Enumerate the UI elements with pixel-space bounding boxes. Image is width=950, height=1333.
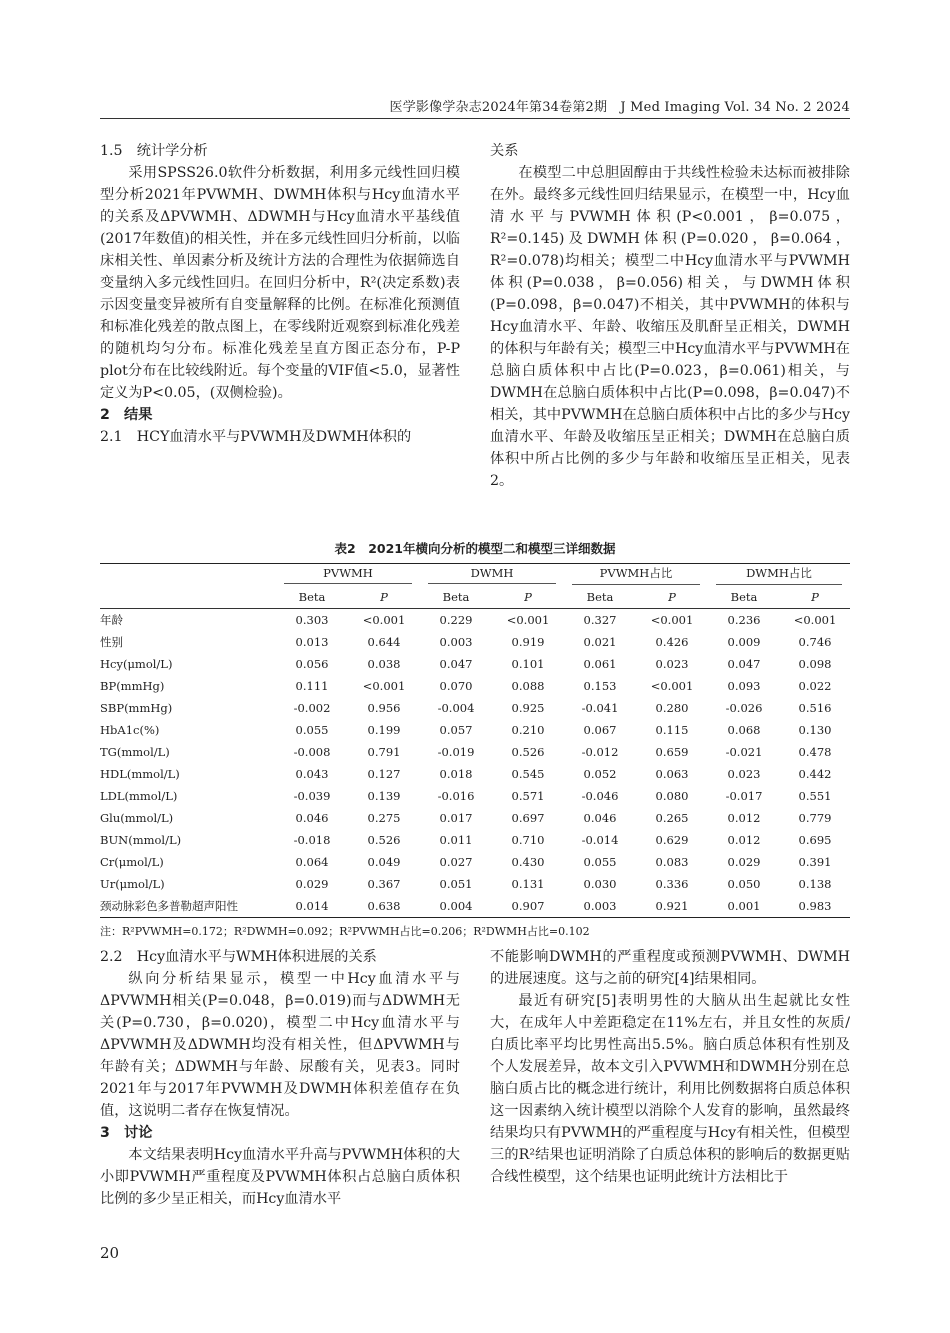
table-cell: -0.046 [581,789,619,803]
table-cell: -0.019 [437,745,475,759]
table-cell: 0.478 [798,745,832,759]
table-cell: -0.008 [293,745,331,759]
table-cell: 0.983 [780,895,850,918]
section-1-5-heading: 1.5 统计学分析 [100,143,208,159]
table-cell: 0.327 [583,613,617,627]
table-cell: 0.004 [420,895,492,918]
table-cell: -0.026 [725,701,763,715]
group-header: DWMH占比 [708,564,850,587]
table-cell: 0.003 [564,895,636,918]
table-cell: 0.067 [583,723,617,737]
paragraph-discussion-2: 最近有研究[5]表明男性的大脑从出生起就比女性大，在成年人中差距稳定在11%左右，并且女性的灰质/白质比率平均比男性高出5.5%。脑白质总体积有性别及个人发展差异，故本文引入PVWMH和DWMH分别在总脑白质占比的概念进行统计，利用比例数据将白质总体积这一因素纳入统计模型以消除个人发育的影响，虽然最终结果均只有PVWMH的严重程度与Hcy有相关性，但模型三的R²结果也证明消除了白质总体积的影响后的数据更贴合线性模型，这个结果也证明此统计方法相比于 [490,993,850,1185]
table-cell: <0.001 [506,613,550,627]
subheader: Beta [564,586,636,609]
table-cell: 0.057 [439,723,473,737]
table-cell: 0.275 [367,811,401,825]
table-cell: 0.063 [655,767,689,781]
table-cell: 0.083 [655,855,689,869]
row-label: LDL(mmol/L) [100,789,178,803]
table-cell: 0.638 [348,895,420,918]
table-cell: 0.697 [511,811,545,825]
table-row [100,763,850,785]
table-cell: 0.516 [798,701,832,715]
results-table [100,563,850,918]
table-cell: 0.131 [511,877,545,891]
table-cell: -0.041 [581,701,619,715]
table-note: 注：R²PVWMH=0.172；R²DWMH=0.092；R²PVWMH占比=0.206；R²DWMH占比=0.102 [100,925,590,938]
subheader: P [492,586,564,609]
paragraph-results-2-1: 在模型二中总胆固醇由于共线性检验未达标而被排除在外。最终多元线性回归结果显示，在模型一中，Hcy血清水平与PVWMH体积(P<0.001，β=0.075，R²=0.145)及DWMH体积(P=0.020，β=0.064，R²=0.078)均相关；模型二中Hcy血清水平与PVWMH体积(P=0.038，β=0.056)相关，与DWMH体积(P=0.098，β=0.047)不相关，其中PVWMH的体积与Hcy血清水平、年龄、收缩压及肌酐呈正相关，DWMH的体积与年龄有关；模型三中Hcy血清水平与PVWMH在总脑白质体积中占比(P=0.023，β=0.061)相关，与DWMH在总脑白质体积中占比(P=0.098，β=0.047)不相关，其中PVWMH在总脑白质体积中占比的多少与Hcy血清水平、年龄及收缩压呈正相关；DWMH在总脑白质体积中所占比例的多少与年龄和收缩压呈正相关，见表2。 [490,165,850,489]
section-2-2-heading: 2.2 Hcy血清水平与WMH体积进展的关系 [100,949,377,965]
right-column-bottom [490,946,850,1188]
table-row [100,895,850,918]
subheader: P [348,586,420,609]
table-cell: 0.919 [511,635,545,649]
table-cell: 0.571 [511,789,545,803]
table-cell: 0.013 [295,635,329,649]
table-cell: 0.391 [798,855,832,869]
table-cell: 0.056 [295,657,329,671]
table-cell: 0.925 [511,701,545,715]
table-cell: -0.017 [725,789,763,803]
table-row [100,829,850,851]
table-cell: -0.016 [437,789,475,803]
table-cell: 0.101 [511,657,545,671]
table-cell: 0.030 [583,877,617,891]
group-header: DWMH [420,564,564,587]
paragraph-discussion-cont: 不能影响DWMH的严重程度或预测PVWMH、DWMH的进展速度。这与之前的研究[4]结果相同。 [490,949,850,987]
table-cell: 0.791 [367,745,401,759]
table-cell: 0.111 [295,679,329,693]
table-cell: 0.001 [708,895,780,918]
row-label: 年龄 [100,613,123,627]
table-body [100,609,850,918]
table-cell: 0.029 [727,855,761,869]
row-label: HbA1c(%) [100,723,160,737]
table-cell: 0.526 [511,745,545,759]
section-3-heading: 3 讨论 [100,1125,153,1141]
paragraph-discussion-1: 本文结果表明Hcy血清水平升高与PVWMH体积的大小即PVWMH严重程度及PVWMH体积占总脑白质体积比例的多少呈正相关，而Hcy血清水平 [100,1147,460,1207]
table-cell: 0.430 [511,855,545,869]
table-cell: 0.545 [511,767,545,781]
table-row [100,653,850,675]
table-cell: 0.055 [295,723,329,737]
row-label: TG(mmol/L) [100,745,170,759]
section-2-heading: 2 结果 [100,407,153,423]
table-cell: 0.064 [295,855,329,869]
table-cell: 0.659 [655,745,689,759]
table-cell: 0.014 [276,895,348,918]
table-cell: 0.115 [655,723,689,737]
table-cell: 0.710 [511,833,545,847]
table-cell: 0.051 [439,877,473,891]
table-cell: 0.551 [798,789,832,803]
table-cell: 0.229 [439,613,473,627]
table-cell: 0.080 [655,789,689,803]
subheader: Beta [708,586,780,609]
table-cell: -0.004 [437,701,475,715]
table-cell: -0.018 [293,833,331,847]
table-row [100,631,850,653]
left-column-bottom [100,946,460,1210]
header-blank [100,564,276,587]
table-cell: -0.002 [293,701,331,715]
table-cell: <0.001 [650,613,694,627]
row-label: Ur(μmol/L) [100,877,165,891]
table-row [100,807,850,829]
table-cell: 0.023 [655,657,689,671]
table-cell: 0.070 [439,679,473,693]
table-cell: 0.303 [295,613,329,627]
table-cell: 0.023 [727,767,761,781]
table-cell: 0.052 [583,767,617,781]
table-cell: 0.280 [655,701,689,715]
section-2-1-heading: 2.1 HCY血清水平与PVWMH及DWMH体积的 [100,429,412,445]
table-row [100,851,850,873]
table-cell: 0.199 [367,723,401,737]
group-header: PVWMH [276,564,420,587]
group-header: PVWMH占比 [564,564,708,587]
running-header: 医学影像学杂志2024年第34卷第2期 J Med Imaging Vol. 34 No. 2 2024 [389,100,850,115]
table-cell: 0.055 [583,855,617,869]
table-cell: 0.367 [367,877,401,891]
table-cell: 0.021 [583,635,617,649]
row-label: Hcy(μmol/L) [100,657,173,671]
table-cell: 0.029 [295,877,329,891]
table-cell: 0.210 [511,723,545,737]
table-cell: 0.012 [727,811,761,825]
table-row [100,697,850,719]
row-label: SBP(mmHg) [100,701,173,715]
table-cell: 0.921 [636,895,708,918]
table-cell: <0.001 [362,679,406,693]
row-label: BUN(mmol/L) [100,833,182,847]
table-cell: 0.022 [798,679,832,693]
right-column-top [490,140,850,492]
table-2 [100,540,850,939]
table-cell: 0.526 [367,833,401,847]
table-cell: 0.017 [439,811,473,825]
table-row [100,675,850,697]
table-cell: 0.047 [439,657,473,671]
table-cell: 0.442 [798,767,832,781]
table-cell: 0.265 [655,811,689,825]
table-cell: 0.907 [492,895,564,918]
subheader: P [636,586,708,609]
table-cell: 0.153 [583,679,617,693]
table-cell: 0.046 [295,811,329,825]
subheader: P [780,586,850,609]
table-cell: 0.695 [798,833,832,847]
table-cell: 0.027 [439,855,473,869]
page-number: 20 [100,1244,120,1262]
row-label: 颈动脉彩色多普勒超声阳性 [100,895,276,918]
row-label: BP(mmHg) [100,679,165,693]
table-row [100,785,850,807]
table-cell: 0.956 [367,701,401,715]
table-cell: 0.012 [727,833,761,847]
table-title: 表2 2021年横向分析的模型二和模型三详细数据 [334,541,616,556]
table-cell: 0.068 [727,723,761,737]
row-label: Cr(μmol/L) [100,855,164,869]
table-cell: 0.127 [367,767,401,781]
table-cell: 0.050 [727,877,761,891]
paragraph-results-2-2: 纵向分析结果显示，模型一中Hcy血清水平与ΔPVWMH相关(P=0.048，β=0.019)而与ΔDWMH无关(P=0.730，β=0.020)，模型二中Hcy血清水平与ΔPVWMH及ΔDWMH均没有相关性，但ΔPVWMH与年龄有关；ΔDWMH与年龄、尿酸有关，见表3。同时2021年与2017年PVWMH及DWMH体积差值存在负值，这说明二者存在恢复情况。 [100,971,460,1119]
table-cell: 0.061 [583,657,617,671]
table-cell: -0.014 [581,833,619,847]
table-cell: 0.644 [367,635,401,649]
table-cell: 0.049 [367,855,401,869]
table-cell: 0.047 [727,657,761,671]
table-cell: 0.336 [655,877,689,891]
table-row [100,741,850,763]
table-cell: <0.001 [650,679,694,693]
table-cell: 0.746 [798,635,832,649]
table-cell: 0.018 [439,767,473,781]
subheader: Beta [276,586,348,609]
table-cell: -0.021 [725,745,763,759]
table-cell: -0.039 [293,789,331,803]
table-cell: <0.001 [793,613,837,627]
left-column-top [100,140,460,448]
table-cell: 0.009 [727,635,761,649]
table-row [100,873,850,895]
table-row [100,609,850,632]
table-cell: 0.779 [798,811,832,825]
table-cell: <0.001 [362,613,406,627]
table-cell: 0.130 [798,723,832,737]
table-cell: 0.139 [367,789,401,803]
section-2-1-heading-cont: 关系 [490,143,519,159]
table-cell: -0.012 [581,745,619,759]
row-label: HDL(mmol/L) [100,767,180,781]
table-cell: 0.011 [439,833,473,847]
row-label: 性别 [100,635,123,649]
table-cell: 0.038 [367,657,401,671]
table-cell: 0.426 [655,635,689,649]
table-cell: 0.088 [511,679,545,693]
row-label: Glu(mmol/L) [100,811,174,825]
table-cell: 0.629 [655,833,689,847]
table-row [100,719,850,741]
table-cell: 0.046 [583,811,617,825]
table-cell: 0.003 [439,635,473,649]
table-cell: 0.098 [798,657,832,671]
table-cell: 0.236 [727,613,761,627]
header-rule [100,118,850,119]
paragraph-statistics: 采用SPSS26.0软件分析数据，利用多元线性回归模型分析2021年PVWMH、DWMH体积与Hcy血清水平的关系及ΔPVWMH、ΔDWMH与Hcy血清水平基线值(2017年数值)的相关性，并在多元线性回归分析前，以临床相关性、单因素分析及统计方法的合理性为依据筛选自变量纳入多元线性回归。在回归分析中，R²(决定系数)表示因变量变异被所有自变量解释的比例。在标准化预测值和标准化残差的散点图上，在零线附近观察到标准化残差的随机均匀分布。标准化残差呈直方图正态分布，P-P plot分布在比较线附近。每个变量的VIF值<5.0，显著性定义为P<0.05，(双侧检验)。 [100,165,460,401]
table-cell: 0.138 [798,877,832,891]
header-blank [100,586,276,609]
subheader: Beta [420,586,492,609]
table-cell: 0.093 [727,679,761,693]
table-cell: 0.043 [295,767,329,781]
